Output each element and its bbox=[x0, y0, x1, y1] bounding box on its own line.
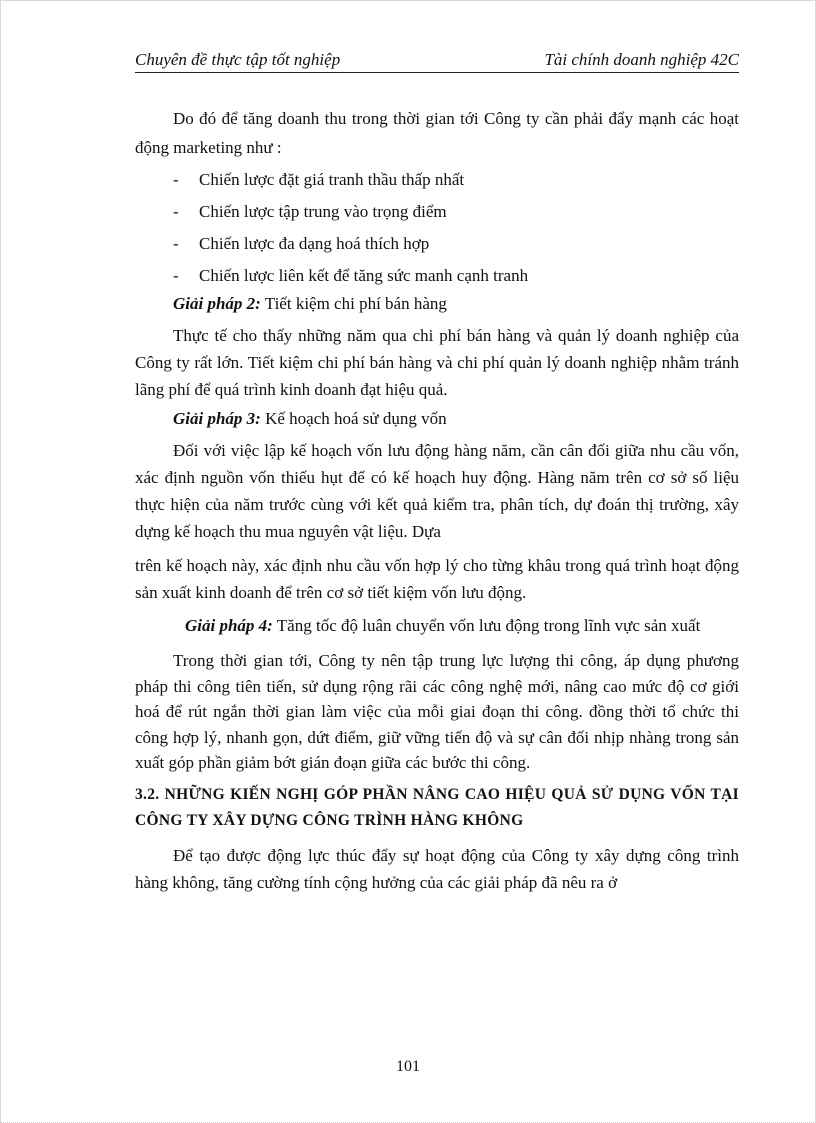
strategy-list bbox=[135, 168, 739, 296]
header-right-title: Tài chính doanh nghiệp 42C bbox=[544, 50, 739, 69]
page-header bbox=[135, 50, 739, 73]
solution-4-paragraph: Trong thời gian tới, Công ty nên tập trung lực lượng thi công, áp dụng phương pháp thi công tiên tiến, sử dụng rộng rãi các công nghệ mới, nâng cao mức độ cơ giới hoá để rút ngắn thời gian làm việc của mỗi giai đoạn thi công. đồng thời tổ chức thi công hợp lý, nhanh gọn, dứt điểm, giữ vững tiến độ và sự cân đối nhịp nhàng trong sản xuất góp phần giảm bớt gián đoạn giữa các bước thi công. bbox=[135, 651, 739, 772]
solution-4-label: Giải pháp 4: bbox=[185, 616, 273, 635]
header-left-title: Chuyên đề thực tập tốt nghiệp bbox=[135, 50, 341, 69]
list-item bbox=[135, 200, 739, 232]
document-body bbox=[135, 104, 739, 896]
solution-2-title: Tiết kiệm chi phí bán hàng bbox=[260, 294, 447, 313]
list-item-text: Chiến lược tập trung vào trọng điểm bbox=[199, 202, 447, 221]
solution-3-paragraph-1: Đối với việc lập kế hoạch vốn lưu động hàng năm, cần cân đối giữa nhu cầu vốn, xác định nguồn vốn thiếu hụt để có kế hoạch huy động. Hàng năm trên cơ sở số liệu thực hiện của năm trước cùng với kết quả kiểm tra, phân tích, dự đoán thị trường, xây dựng kế hoạch thu mua nguyên vật liệu. Dựa bbox=[135, 441, 739, 541]
page-number: 101 bbox=[396, 1058, 420, 1075]
list-item-text: Chiến lược đa dạng hoá thích hợp bbox=[199, 234, 430, 253]
solution-3-paragraph-2: trên kế hoạch này, xác định nhu cầu vốn hợp lý cho từng khâu trong quá trình hoạt động sản xuất kinh doanh để trên cơ sở tiết kiệm vốn lưu động. bbox=[135, 556, 739, 602]
solution-2-paragraph: Thực tế cho thấy những năm qua chi phí bán hàng và quản lý doanh nghiệp của Công ty rất lớn. Tiết kiệm chi phí bán hàng và chi phí quản lý doanh nghiệp nhằm tránh lãng phí để quá trình kinh doanh đạt hiệu quả. bbox=[135, 326, 739, 399]
list-item bbox=[135, 232, 739, 264]
solution-4-heading bbox=[135, 612, 739, 639]
solution-2-heading bbox=[135, 292, 739, 316]
dash-bullet: - bbox=[173, 170, 179, 189]
section-heading bbox=[135, 782, 739, 834]
solution-2-label: Giải pháp 2: bbox=[173, 294, 261, 313]
solution-4-title: Tăng tốc độ luân chuyển vốn lưu động trong lĩnh vực sản xuất bbox=[272, 616, 701, 635]
dash-bullet: - bbox=[173, 266, 179, 285]
list-item-text: Chiến lược đặt giá tranh thầu thấp nhất bbox=[199, 170, 465, 189]
section-title: 3.2. NHỮNG KIẾN NGHỊ GÓP PHẦN NÂNG CAO HIỆU QUẢ SỬ DỤNG VỐN TẠI CÔNG TY XÂY DỰNG CÔNG TRÌNH HÀNG KHÔNG bbox=[135, 785, 739, 829]
section-paragraph: Để tạo được động lực thúc đẩy sự hoạt động của Công ty xây dựng công trình hàng không, tăng cường tính cộng hưởng của các giải pháp đã nêu ra ở bbox=[135, 845, 739, 892]
dash-bullet: - bbox=[173, 234, 179, 253]
solution-3-title: Kế hoạch hoá sử dụng vốn bbox=[260, 409, 447, 428]
list-item-text: Chiến lược liên kết để tăng sức manh cạnh tranh bbox=[199, 266, 529, 285]
list-item bbox=[135, 168, 739, 200]
intro-paragraph: Do đó để tăng doanh thu trong thời gian tới Công ty cần phải đẩy mạnh các hoạt động marketing như : bbox=[135, 109, 739, 157]
solution-3-heading bbox=[135, 407, 739, 431]
solution-3-label: Giải pháp 3: bbox=[173, 409, 261, 428]
dash-bullet: - bbox=[173, 202, 179, 221]
